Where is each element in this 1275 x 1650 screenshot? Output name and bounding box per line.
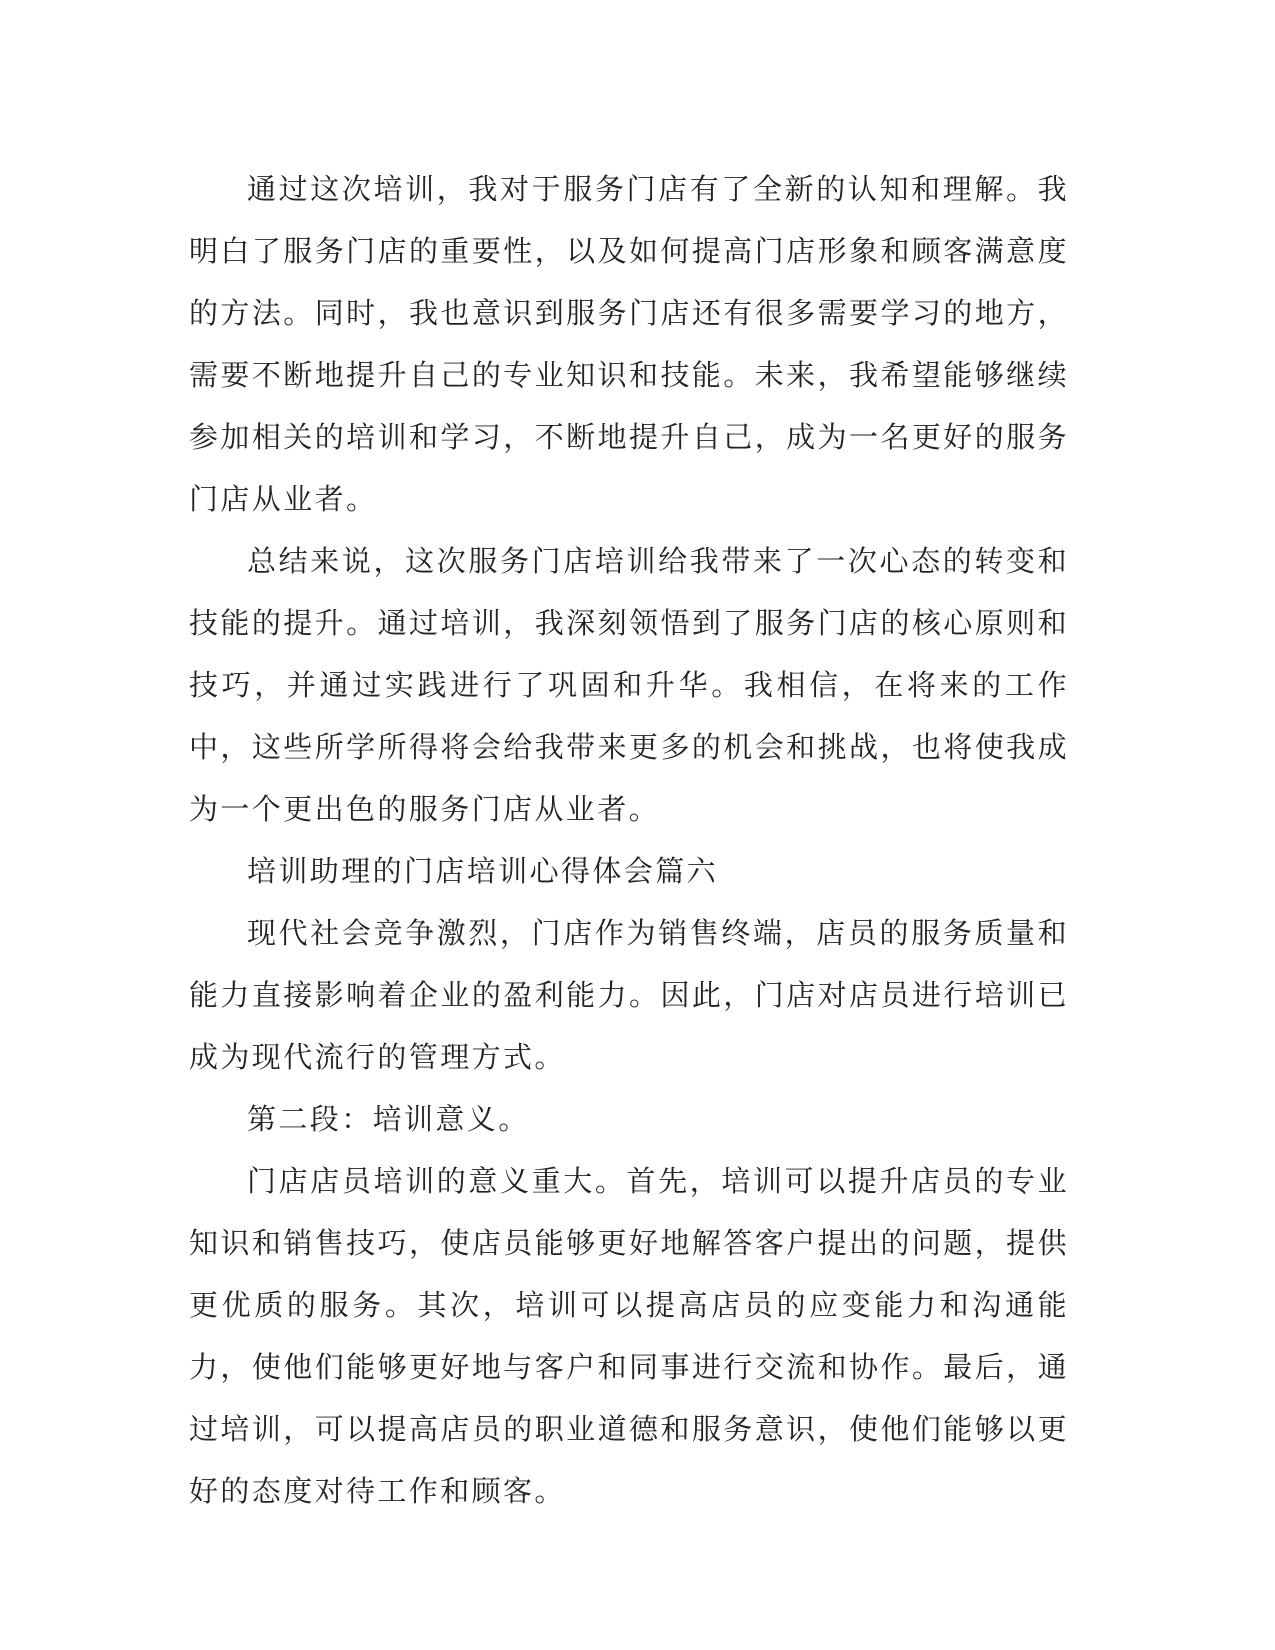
paragraph-modern-competition: 现代社会竞争激烈，门店作为销售终端，店员的服务质量和能力直接影响着企业的盈利能力。因此，门店对店员进行培训已成为现代流行的管理方式。 [189,916,1069,1074]
section-heading: 培训助理的门店培训心得体会篇六 [247,854,719,888]
paragraph-service-store-insight: 通过这次培训，我对于服务门店有了全新的认知和理解。我明白了服务门店的重要性，以及如何提高门店形象和顾客满意度的方法。同时，我也意识到服务门店还有很多需要学习的地方，需要不断地提升自己的专业知识和技能。未来，我希望能够继续参加相关的培训和学习，不断地提升自己，成为一名更好的服务门店从业者。 [189,172,1069,516]
paragraph-summary: 总结来说，这次服务门店培训给我带来了一次心态的转变和技能的提升。通过培训，我深刻领悟到了服务门店的核心原则和技巧，并通过实践进行了巩固和升华。我相信，在将来的工作中，这些所学所得将会给我带来更多的机会和挑战，也将使我成为一个更出色的服务门店从业者。 [189,544,1069,826]
paragraph-section-two-title: 第二段：培训意义。 [247,1102,530,1136]
document-body [189,158,1069,1522]
paragraph-training-significance: 门店店员培训的意义重大。首先，培训可以提升店员的专业知识和销售技巧，使店员能够更好地解答客户提出的问题，提供更优质的服务。其次，培训可以提高店员的应变能力和沟通能力，使他们能够更好地与客户和同事进行交流和协作。最后，通过培训，可以提高店员的职业道德和服务意识，使他们能够以更好的态度对待工作和顾客。 [189,1164,1069,1508]
